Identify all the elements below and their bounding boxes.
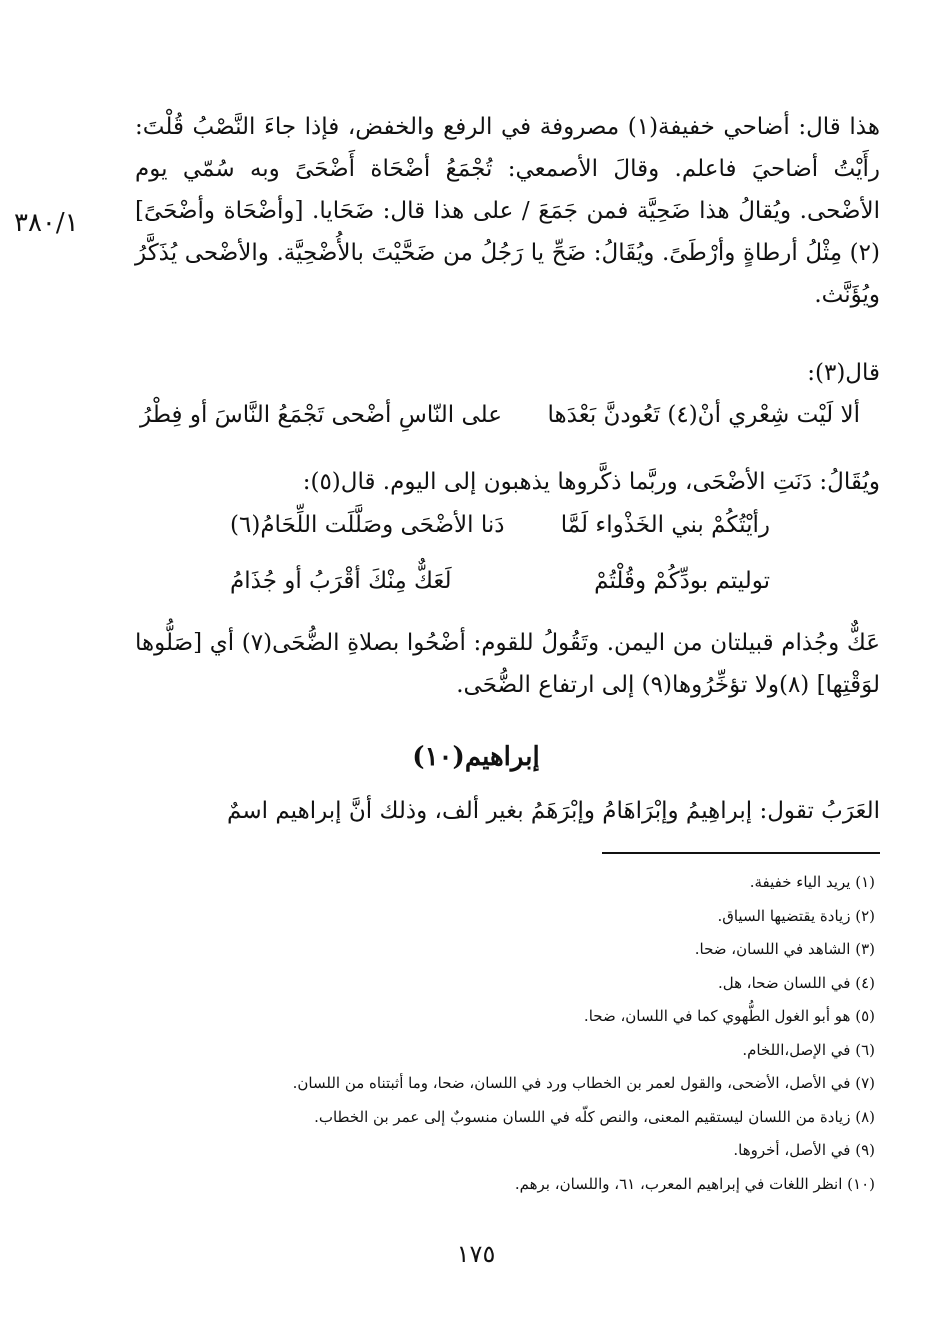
- footnote: (٥) هو أبو الغول الطُّهوي كما في اللسان، ضحا.: [583, 1007, 875, 1025]
- page-number: ١٧٥: [456, 1240, 496, 1268]
- footnote: (٤) في اللسان ضحا، هل.: [717, 973, 875, 992]
- footnotes-list: [150, 866, 875, 1201]
- body-paragraph-2: قال(٣):: [807, 360, 880, 386]
- verse-hemistich-second: على النّاسِ أضْحى تَجْمَعُ النَّاسَ أو فِطْرُ: [140, 402, 502, 428]
- footnote: (٩) في الأصل، أخروها.: [733, 1141, 875, 1159]
- footnote: (٢) زيادة يقتضيها السياق.: [717, 906, 875, 925]
- footnote: (٣) الشاهد في اللسان، ضحا.: [694, 940, 875, 958]
- section-heading: إبراهيم(١٠): [412, 742, 540, 772]
- verse-hemistich-second: دَنا الأضْحَى وصَلَّلَت اللِّحَامُ(٦): [230, 512, 505, 538]
- body-paragraph-5: العَرَبُ تقول: إبراهِيمُ وإبْرَاهَامُ وإبْرَهَمُ بغير ألف، وذلك أنَّ إبراهيم اسمٌ: [227, 798, 880, 824]
- verse-hemistich-first: توليتم بودِّكُمْ وقُلْتُمْ: [594, 568, 770, 594]
- verse-hemistich-first: رأيْتُكُمْ بني الخَذْواء لَمَّا: [560, 512, 770, 538]
- body-paragraph-3: ويُقَالُ: دَنَتِ الأضْحَى، وربَّما ذكَّروها يذهبون إلى اليوم. قال(٥):: [302, 469, 880, 495]
- verse-line-1: [140, 402, 860, 428]
- verse-line-3: [230, 568, 770, 594]
- body-paragraph-4: عَكٌّ وجُذام قبيلتان من اليمن. وتَقُولُ للقوم: أضْحُوا بصلاةِ الضُّحَى(٧) أي [صَلُّوها لوَقْتِها] (٨)ولا تؤخِّرُوها(٩) إلى ارتفاع الضُّحَى.: [135, 630, 880, 698]
- footnote: (٧) في الأصل، الأضحى، والقول لعمر بن الخطاب ورد في اللسان، ضحا، وما أثبتناه من اللسان.: [292, 1074, 875, 1092]
- footnote-divider: [602, 852, 880, 854]
- verse-line-2: [230, 512, 770, 538]
- verse-hemistich-second: لَعَكٌّ مِنْكَ أقْرَبُ أو جُذَامُ: [230, 568, 452, 594]
- verse-hemistich-first: ألا لَيْت شِعْري أنْ(٤) تَعُودنَّ بَعْدَها: [547, 402, 860, 428]
- footnote: (١) يريد الياء خفيفة.: [749, 873, 875, 891]
- footnote: (١٠) انظر اللغات في إبراهيم المعرب، ٦١، واللسان، برهم.: [514, 1174, 875, 1193]
- body-paragraph-1: هذا قال: أضاحي خفيفة(١) مصروفة في الرفع والخفض، فإذا جاءَ النَّصْبُ قُلْتَ: رأَيْتُ أضاحيَ فاعلم. وقالَ الأصمعي: تُجْمَعُ أضْحَاة أَضْحَىً وبه سُمّي يوم الأضْحى. ويُقالُ هذا ضَحِيَّة فمن جَمَعَ / على هذا قال: ضَحَايا. [وأضْحَاة وأضْحَىً](٢) مِثْلُ أرطاةٍ وأرْطَىً. ويُقَالُ: ضَحِّ يا رَجُلُ من ضَحَّيْتَ بالأُضْحِيَّة. والأضْحى يُذَكَّرُ ويُؤَنَّث.: [135, 114, 880, 308]
- footnote: (٦) في الإصل،اللخام.: [742, 1040, 875, 1059]
- footnote: (٨) زيادة من اللسان ليستقيم المعنى، والنص كلّه في اللسان منسوبٌ إلى عمر بن الخطاب.: [314, 1107, 875, 1126]
- margin-reference: ٣٨٠/١: [14, 208, 79, 238]
